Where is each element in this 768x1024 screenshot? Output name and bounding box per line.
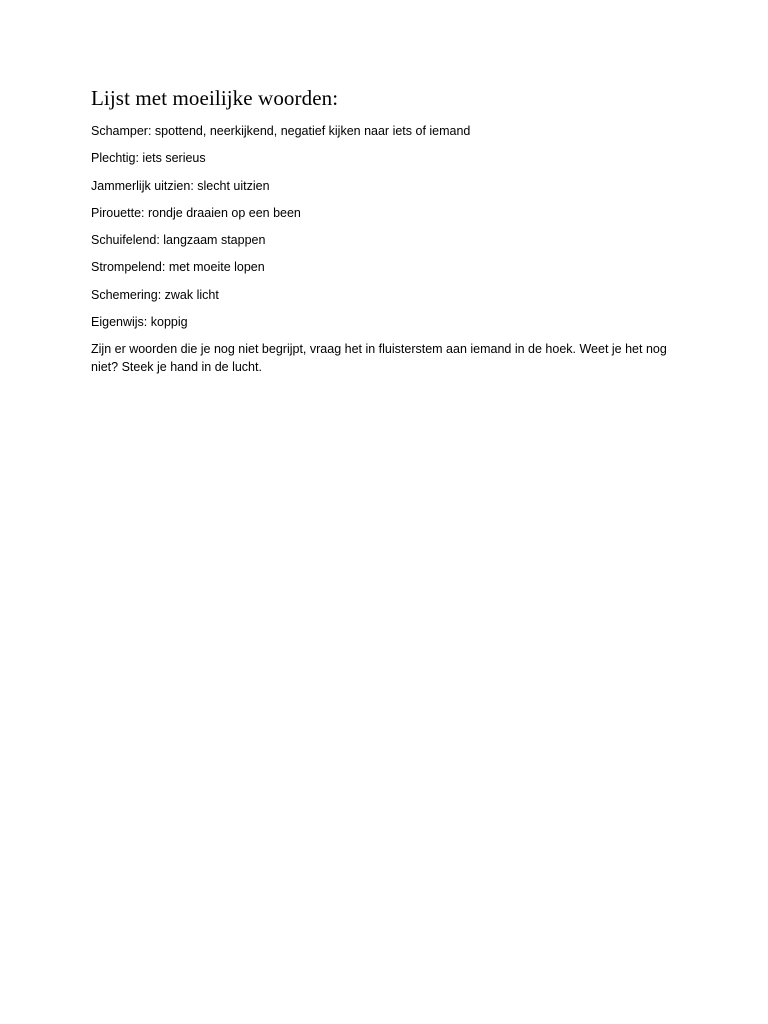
word-entry-jammerlijk-uitzien: Jammerlijk uitzien: slecht uitzien [91,178,270,193]
closing-instruction: Zijn er woorden die je nog niet begrijpt, vraag het in fluisterstem aan iemand in de hoek. Weet je het nog niet? Steek je hand in de lucht. [91,342,667,374]
word-entry-schemering: Schemering: zwak licht [91,287,219,302]
document-body [91,85,691,376]
word-entry-plechtig: Plechtig: iets serieus [91,151,206,166]
document-title: Lijst met moeilijke woorden: [91,86,339,110]
word-entry-eigenwijs: Eigenwijs: koppig [91,315,188,330]
word-entry-schamper: Schamper: spottend, neerkijkend, negatief kijken naar iets of iemand [91,124,471,138]
word-entry-strompelend: Strompelend: met moeite lopen [91,260,265,275]
word-entry-schuifelend: Schuifelend: langzaam stappen [91,233,266,248]
word-entry-pirouette: Pirouette: rondje draaien op een been [91,205,301,220]
